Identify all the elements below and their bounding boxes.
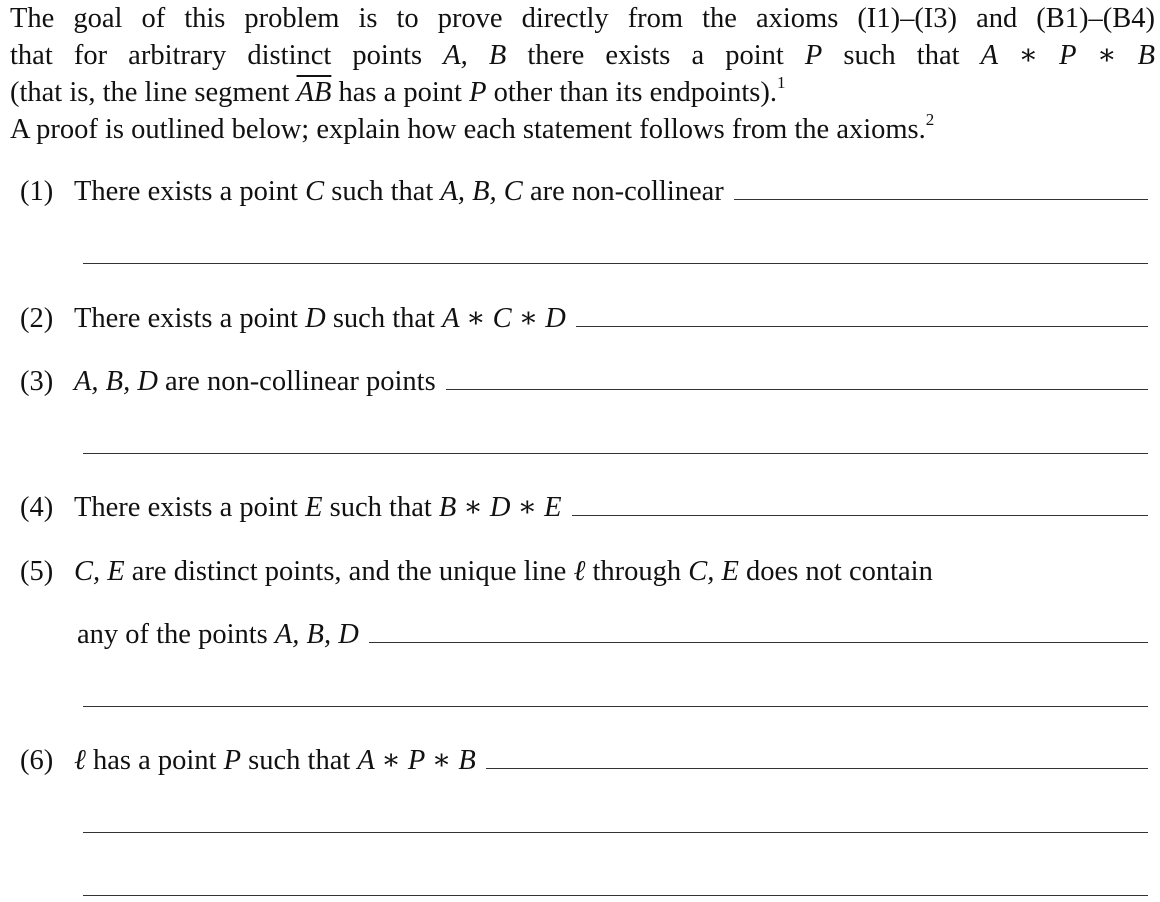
proof-step-3: (3) A, B, D are non-collinear points: [20, 362, 1148, 398]
intro-line-1: The goal of this problem is to prove directly from the axioms (I1)–(I3) and (B1)–(B4): [10, 3, 1155, 34]
proof-step-2: (2) There exists a point D such that A ∗ C ∗ D: [20, 299, 1148, 335]
footnote-marker-2: 2: [925, 109, 935, 129]
segment-ab: $\overline{AB}$: [296, 77, 332, 108]
answer-blank[interactable]: [83, 453, 1148, 454]
intro-line-3: (that is, the line segment $\overline{AB}$ has a point P other than its endpoints).$^1$: [10, 72, 786, 108]
answer-blank[interactable]: [369, 642, 1148, 643]
problem-statement: [10, 0, 1155, 148]
answer-blank[interactable]: [576, 326, 1148, 327]
intro-line-2: that for arbitrary distinct points A, B there exists a point P such that A ∗ P ∗ B: [10, 40, 1155, 71]
intro-line-4: A proof is outlined below; explain how each statement follows from the axioms.$^2$: [10, 109, 935, 145]
answer-blank[interactable]: [572, 515, 1148, 516]
proof-step-1: (1) There exists a point C such that A, B, C are non-collinear: [20, 172, 1148, 208]
answer-blank[interactable]: [486, 768, 1148, 769]
answer-blank[interactable]: [83, 832, 1148, 833]
proof-step-4: (4) There exists a point E such that B ∗ D ∗ E: [20, 488, 1148, 524]
answer-blank[interactable]: [446, 389, 1148, 390]
answer-blank[interactable]: [83, 895, 1148, 896]
answer-blank[interactable]: [83, 706, 1148, 707]
proof-step-6: (6) ℓ has a point P such that A ∗ P ∗ B: [20, 741, 1148, 777]
proof-step-5-continued: any of the points A, B, D: [77, 615, 1148, 651]
proof-step-5: (5) C, E are distinct points, and the unique line ℓ through C, E does not contain: [20, 556, 933, 587]
footnote-marker-1: 1: [777, 72, 786, 92]
answer-blank[interactable]: [734, 199, 1148, 200]
answer-blank[interactable]: [83, 263, 1148, 264]
